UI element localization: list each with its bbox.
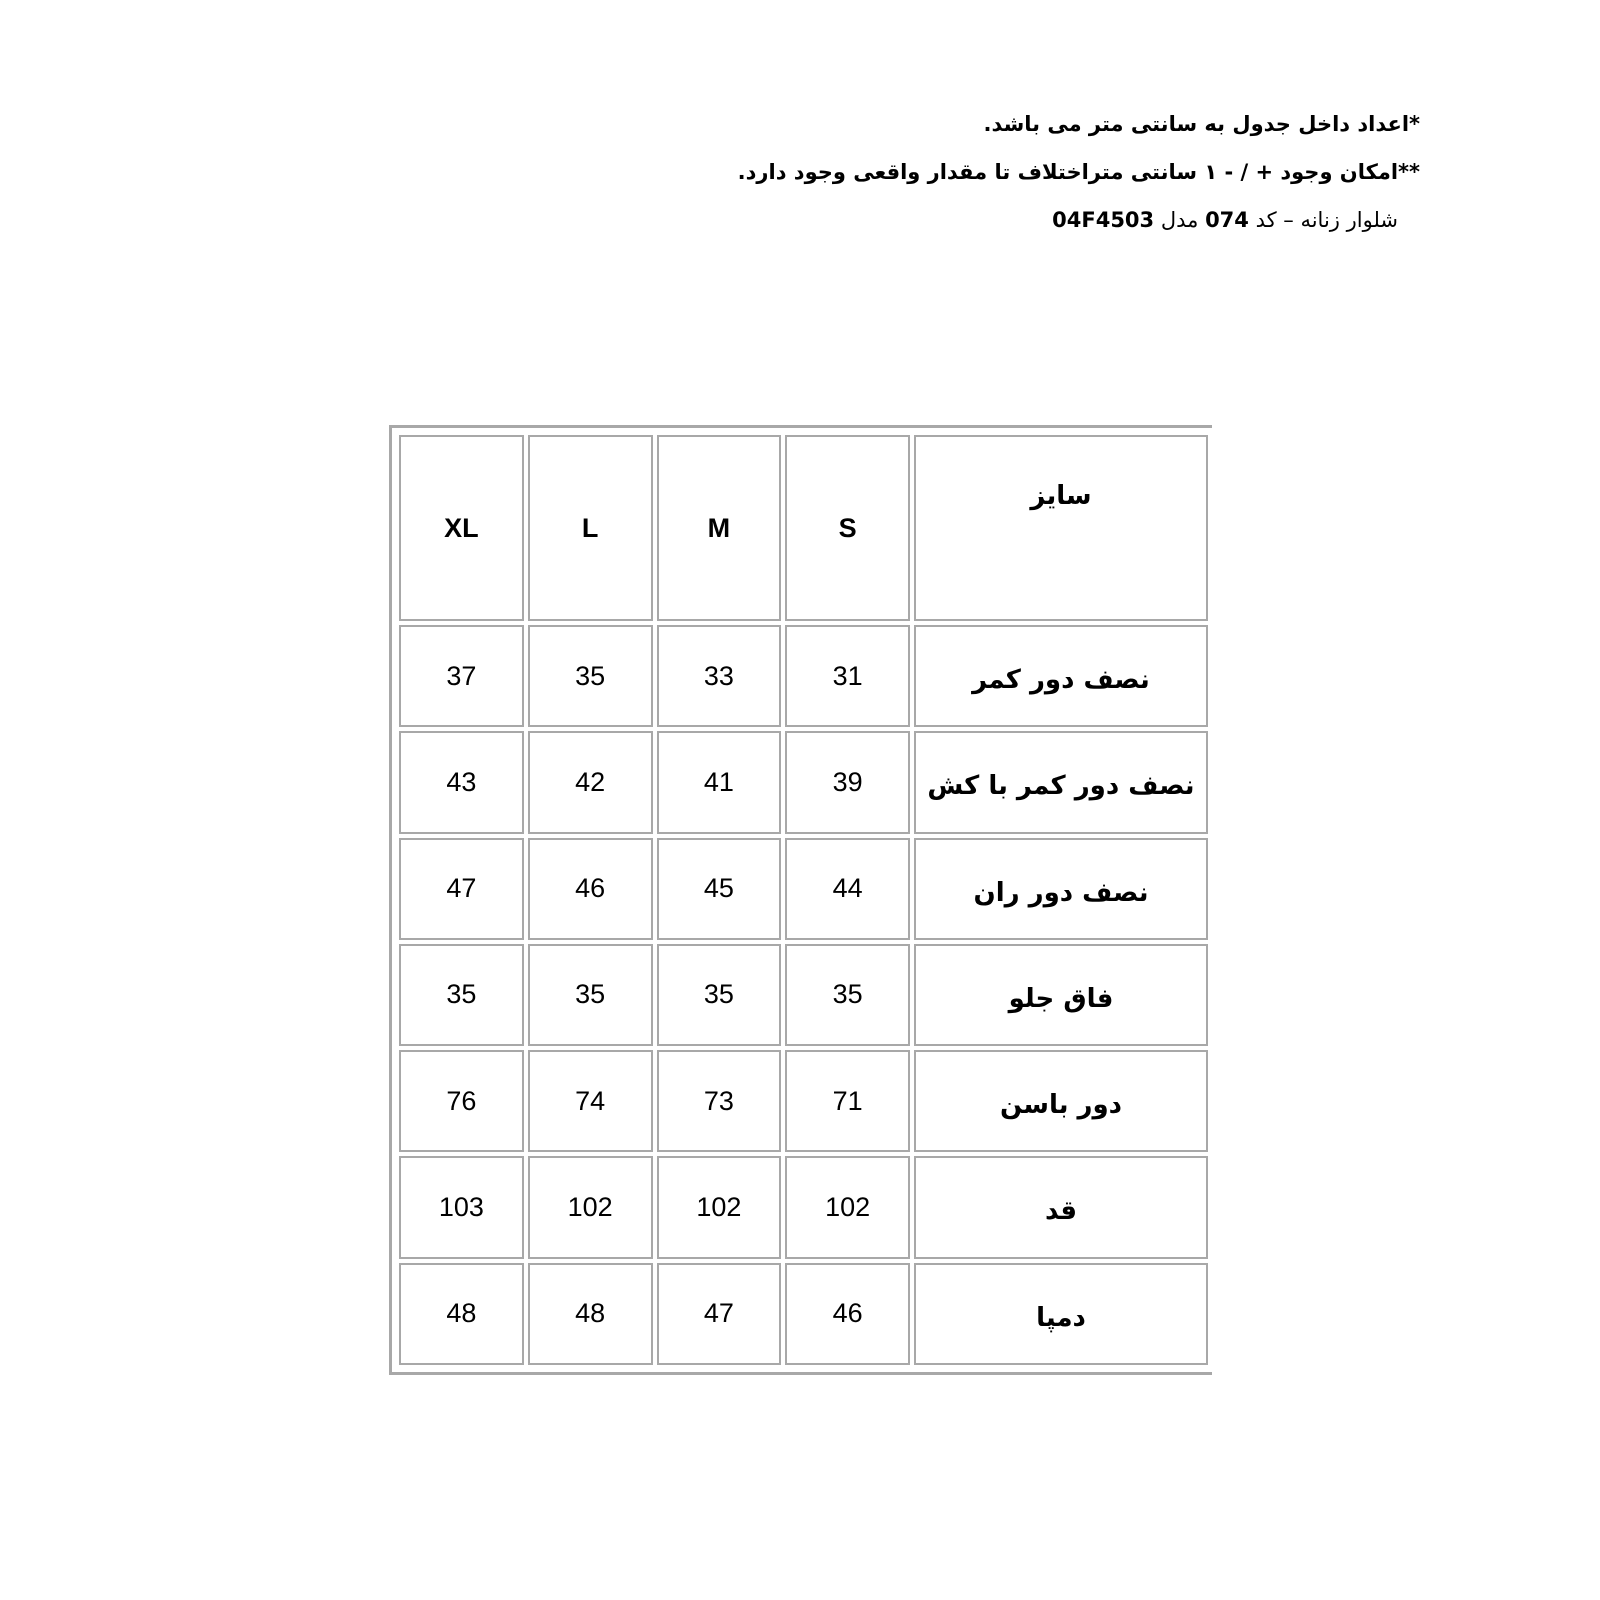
- product-code: 074: [1205, 208, 1249, 232]
- table-row: [399, 731, 1208, 833]
- row-label: فاق جلو: [914, 944, 1208, 1046]
- table-cell: 35: [657, 944, 782, 1046]
- row-label: دور باسن: [914, 1050, 1208, 1152]
- product-model: 04F4503: [1052, 208, 1155, 232]
- table-row: [399, 1263, 1208, 1365]
- table-cell: 35: [528, 944, 653, 1046]
- table-cell: 31: [785, 625, 910, 727]
- table-cell: 46: [785, 1263, 910, 1365]
- row-label: نصف دور ران: [914, 838, 1208, 940]
- table-cell: 73: [657, 1050, 782, 1152]
- size-header-xl: XL: [399, 435, 524, 621]
- table-cell: 48: [528, 1263, 653, 1365]
- table-cell: 42: [528, 731, 653, 833]
- product-title: [660, 206, 1398, 234]
- table-cell: 35: [399, 944, 524, 1046]
- table-cell: 41: [657, 731, 782, 833]
- header-label-cell: سایز: [914, 435, 1208, 621]
- table-cell: 39: [785, 731, 910, 833]
- size-table: [395, 431, 1212, 1369]
- table-cell: 102: [528, 1156, 653, 1258]
- table-cell: 37: [399, 625, 524, 727]
- table-row: [399, 838, 1208, 940]
- size-header-l: L: [528, 435, 653, 621]
- table-cell: 47: [657, 1263, 782, 1365]
- table-cell: 102: [657, 1156, 782, 1258]
- table-cell: 46: [528, 838, 653, 940]
- size-table-frame: [389, 425, 1212, 1375]
- notes-block: [660, 110, 1420, 254]
- row-label: دمپا: [914, 1263, 1208, 1365]
- table-cell: 48: [399, 1263, 524, 1365]
- row-label: قد: [914, 1156, 1208, 1258]
- note-units: *اعداد داخل جدول به سانتی متر می باشد.: [983, 112, 1420, 136]
- table-cell: 33: [657, 625, 782, 727]
- table-cell: 43: [399, 731, 524, 833]
- table-cell: 47: [399, 838, 524, 940]
- table-cell: 103: [399, 1156, 524, 1258]
- note-tolerance: **امکان وجود + / - ۱ سانتی متراختلاف تا مقدار واقعی وجود دارد.: [737, 160, 1420, 184]
- table-row: [399, 625, 1208, 727]
- table-cell: 76: [399, 1050, 524, 1152]
- table-cell: 35: [528, 625, 653, 727]
- table-row: [399, 1156, 1208, 1258]
- size-header-s: S: [785, 435, 910, 621]
- row-label: نصف دور کمر: [914, 625, 1208, 727]
- table-cell: 35: [785, 944, 910, 1046]
- table-cell: 45: [657, 838, 782, 940]
- table-row: [399, 944, 1208, 1046]
- table-row: [399, 1050, 1208, 1152]
- table-cell: 71: [785, 1050, 910, 1152]
- size-header-m: M: [657, 435, 782, 621]
- product-title-mid: مدل: [1154, 208, 1206, 232]
- table-header-row: [399, 435, 1208, 621]
- table-cell: 44: [785, 838, 910, 940]
- table-cell: 102: [785, 1156, 910, 1258]
- product-title-prefix: شلوار زنانه – کد: [1248, 208, 1398, 232]
- table-cell: 74: [528, 1050, 653, 1152]
- row-label: نصف دور کمر با کش: [914, 731, 1208, 833]
